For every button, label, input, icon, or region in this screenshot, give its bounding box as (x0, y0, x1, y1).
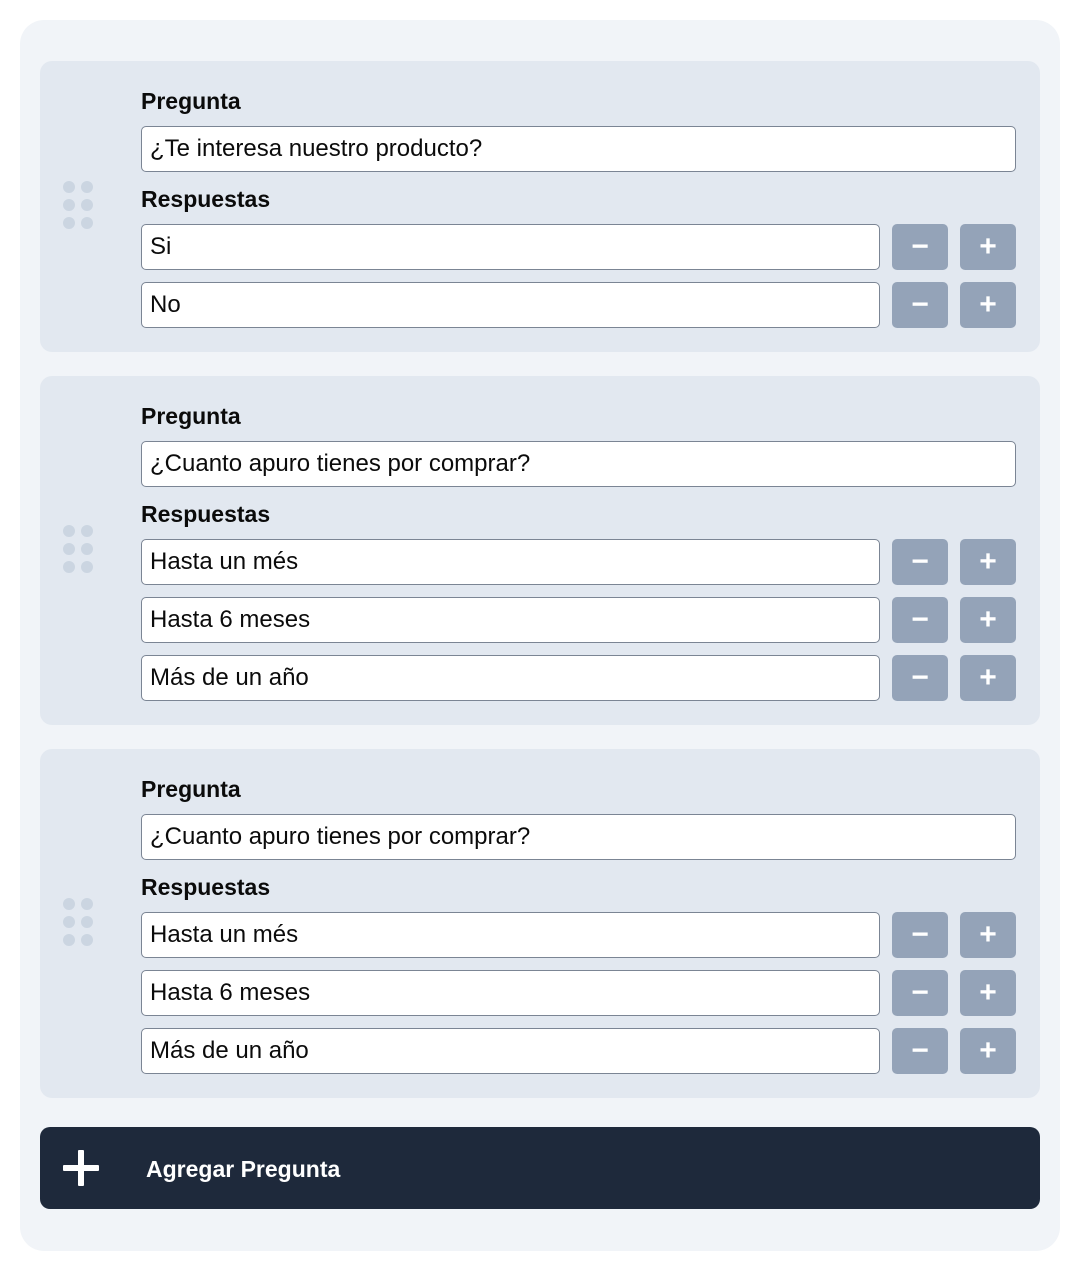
remove-answer-button[interactable]: − (892, 597, 948, 643)
question-input[interactable]: ¿Te interesa nuestro producto? (141, 126, 1016, 172)
remove-answer-button[interactable]: − (892, 1028, 948, 1074)
add-answer-button[interactable]: + (960, 912, 1016, 958)
remove-answer-button[interactable]: − (892, 655, 948, 701)
answer-row (141, 282, 1016, 328)
remove-answer-button[interactable]: − (892, 282, 948, 328)
answer-row (141, 970, 1016, 1016)
answer-input[interactable]: No (141, 282, 880, 328)
remove-answer-button[interactable]: − (892, 539, 948, 585)
add-answer-button[interactable]: + (960, 539, 1016, 585)
add-question-button[interactable] (40, 1127, 1040, 1209)
remove-answer-button[interactable]: − (892, 224, 948, 270)
add-answer-button[interactable]: + (960, 282, 1016, 328)
question-card (40, 376, 1040, 725)
question-card (40, 61, 1040, 352)
answer-row (141, 655, 1016, 701)
answers-label: Respuestas (141, 186, 271, 212)
add-answer-button[interactable]: + (960, 655, 1016, 701)
answer-row (141, 597, 1016, 643)
drag-handle-icon[interactable] (63, 181, 95, 233)
answers-list (141, 539, 1016, 701)
question-card (40, 749, 1040, 1098)
remove-answer-button[interactable]: − (892, 912, 948, 958)
answer-row (141, 1028, 1016, 1074)
question-input[interactable]: ¿Cuanto apuro tienes por comprar? (141, 814, 1016, 860)
drag-handle-icon[interactable] (63, 525, 95, 577)
question-list (40, 61, 1040, 1122)
answer-input[interactable]: Hasta un més (141, 912, 880, 958)
answer-input[interactable]: Más de un año (141, 1028, 880, 1074)
add-answer-button[interactable]: + (960, 970, 1016, 1016)
add-answer-button[interactable]: + (960, 224, 1016, 270)
answer-input[interactable]: Hasta 6 meses (141, 597, 880, 643)
remove-answer-button[interactable]: − (892, 970, 948, 1016)
answer-input[interactable]: Hasta un més (141, 539, 880, 585)
answer-row (141, 539, 1016, 585)
answer-input[interactable]: Si (141, 224, 880, 270)
answer-row (141, 912, 1016, 958)
answer-row (141, 224, 1016, 270)
answer-input[interactable]: Más de un año (141, 655, 880, 701)
add-question-label: Agregar Pregunta (146, 1156, 341, 1182)
answers-label: Respuestas (141, 501, 271, 527)
question-label: Pregunta (141, 403, 241, 429)
question-label: Pregunta (141, 776, 241, 802)
drag-handle-icon[interactable] (63, 898, 95, 950)
answers-label: Respuestas (141, 874, 271, 900)
add-answer-button[interactable]: + (960, 1028, 1016, 1074)
question-input[interactable]: ¿Cuanto apuro tienes por comprar? (141, 441, 1016, 487)
question-label: Pregunta (141, 88, 241, 114)
plus-icon (63, 1150, 99, 1186)
answers-list (141, 224, 1016, 328)
answers-list (141, 912, 1016, 1074)
form-panel (20, 20, 1060, 1251)
answer-input[interactable]: Hasta 6 meses (141, 970, 880, 1016)
add-answer-button[interactable]: + (960, 597, 1016, 643)
